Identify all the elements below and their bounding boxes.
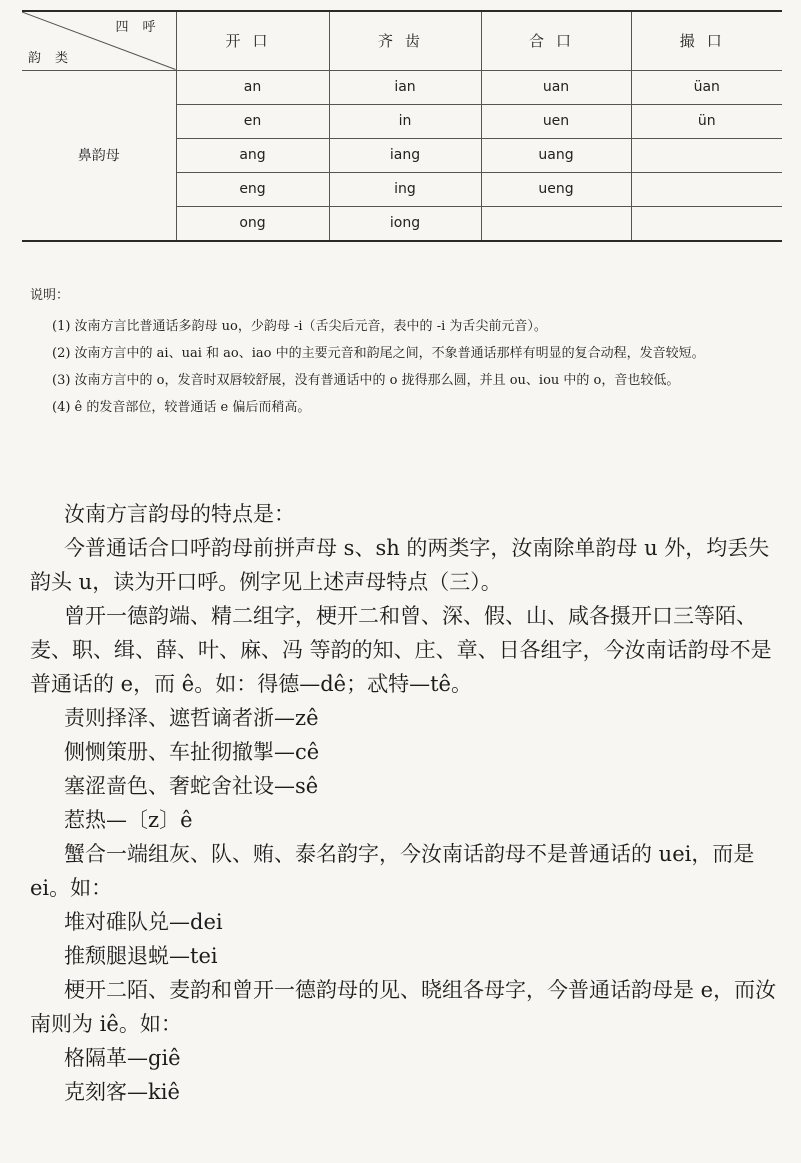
note-item: (3) 汝南方言中的 o，发音时双唇较舒展，没有普通话中的 o 拢得那么圆，并且 ou、iou 中的 o，音也较低。 — [52, 373, 680, 388]
notes-section — [30, 284, 775, 423]
row-group-label: 鼻韵母 — [22, 70, 176, 240]
table-row — [22, 70, 782, 104]
table-cell: eng — [176, 172, 329, 206]
table-cell: ün — [631, 104, 782, 138]
example-line: 惹热—〔z〕ê — [64, 808, 193, 832]
table-cell: in — [329, 104, 481, 138]
body-paragraph: 梗开二陌、麦韵和曾开一德韵母的见、晓组各母字，今普通话韵母是 e，而汝南则为 iê。如： — [30, 978, 777, 1036]
table-cell: uen — [481, 104, 631, 138]
corner-label-bottom: 韵类 — [28, 50, 83, 66]
table-cell: iang — [329, 138, 481, 172]
example-line: 侧恻策册、车扯彻撤掣—cê — [64, 740, 320, 764]
example-line: 堆对碓队兑—dei — [64, 910, 223, 934]
table-cell: üan — [631, 70, 782, 104]
table-cell — [481, 206, 631, 240]
table-cell: uang — [481, 138, 631, 172]
table-cell: uan — [481, 70, 631, 104]
table-cell — [631, 206, 782, 240]
example-line: 克刻客—kiê — [64, 1080, 180, 1104]
column-header-kaikou: 开口 — [176, 12, 329, 70]
main-text — [30, 497, 782, 1109]
table-cell — [631, 172, 782, 206]
example-line: 格隔革—giê — [64, 1046, 181, 1070]
note-item: (1) 汝南方言比普通话多韵母 uo，少韵母 -i（舌尖后元音，表中的 -i 为舌尖前元音）。 — [52, 319, 547, 334]
table-cell: ian — [329, 70, 481, 104]
body-paragraph: 今普通话合口呼韵母前拼声母 s、sh 的两类字，汝南除单韵母 u 外，均丢失韵头 u，读为开口呼。例字见上述声母特点（三）。 — [30, 536, 770, 594]
table-cell: en — [176, 104, 329, 138]
body-paragraph: 蟹合一端组灰、队、贿、泰名韵字，今汝南话韵母不是普通话的 uei，而是 ei。如： — [30, 842, 755, 900]
table-bottom-rule — [22, 240, 782, 242]
note-item: (2) 汝南方言中的 ai、uai 和 ao、iao 中的主要元音和韵尾之间，不象普通话那样有明显的复合动程，发音较短。 — [52, 346, 705, 361]
table-cell: iong — [329, 206, 481, 240]
table-cell: ueng — [481, 172, 631, 206]
notes-title: 说明： — [30, 288, 70, 303]
note-item: (4) ê 的发音部位，较普通话 e 偏后而稍高。 — [52, 400, 311, 415]
table-header-row — [22, 12, 782, 70]
table-cell: ong — [176, 206, 329, 240]
example-line: 推颓腿退蜕—tei — [64, 944, 218, 968]
corner-label-top: 四呼 — [115, 20, 170, 35]
body-paragraph: 曾开一德韵端、精二组字，梗开二和曾、深、假、山、咸各摄开口三等陌、麦、职、缉、薛、叶、麻、冯 等韵的知、庄、章、日各组字，今汝南话韵母不是普通话的 e，而 ê。如：得德—dê；忒特—tê。 — [30, 604, 772, 696]
example-line: 责则择泽、遮哲谪者浙—zê — [64, 706, 319, 730]
example-line: 塞涩啬色、奢蛇舍社设—sê — [64, 774, 319, 798]
column-header-cuokou: 撮口 — [631, 12, 782, 70]
table-cell: ing — [329, 172, 481, 206]
body-paragraph: 汝南方言韵母的特点是： — [64, 502, 295, 526]
column-header-qichi: 齐齿 — [329, 12, 481, 70]
table-cell: ang — [176, 138, 329, 172]
rime-table — [22, 12, 782, 241]
table-cell: an — [176, 70, 329, 104]
table-corner-cell — [22, 12, 176, 70]
column-header-hekou: 合口 — [481, 12, 631, 70]
table-cell — [631, 138, 782, 172]
